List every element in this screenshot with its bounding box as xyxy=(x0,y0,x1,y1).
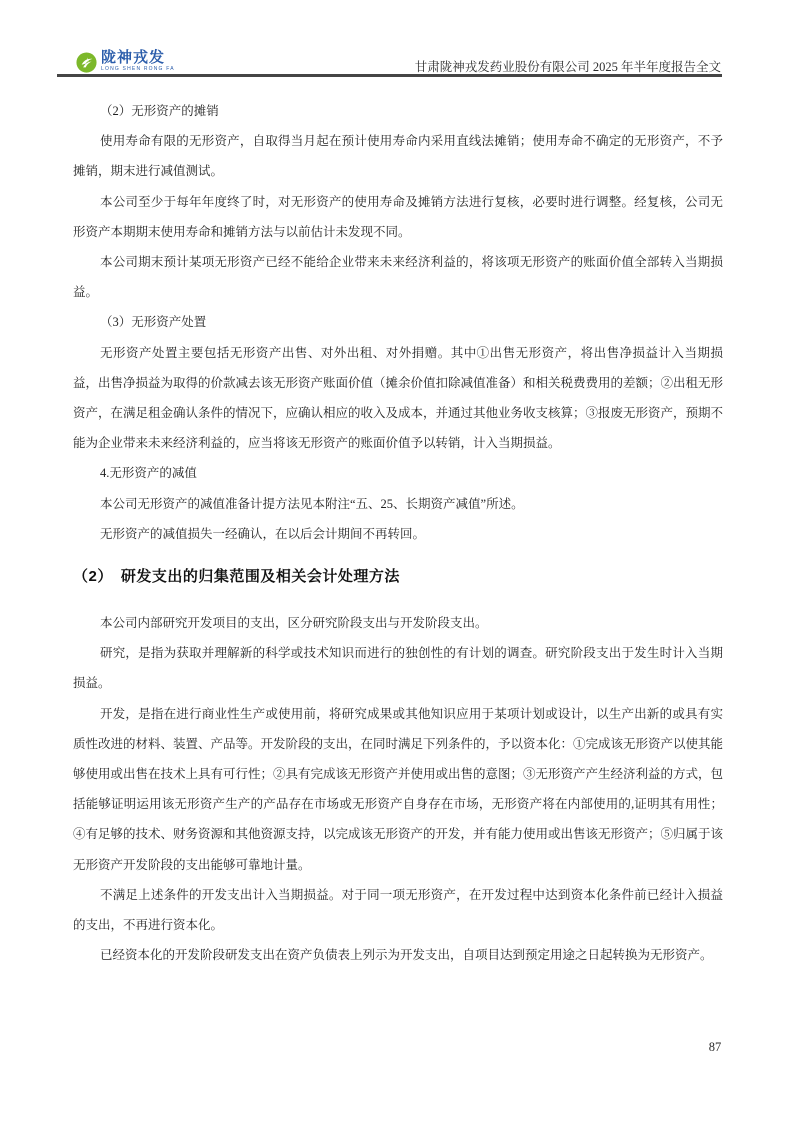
subheading-intangible-disposal: （3）无形资产处置 xyxy=(100,315,207,330)
header-rule xyxy=(57,74,722,77)
subheading-intangible-impairment: 4.无形资产的减值 xyxy=(100,466,197,481)
logo-bird-icon xyxy=(76,52,97,73)
brand-subtitle: LONG SHEN RONG FA xyxy=(101,66,175,72)
paragraph: 本公司内部研究开发项目的支出，区分研究阶段支出与开发阶段支出。 xyxy=(100,616,488,631)
paragraph: 已经资本化的开发阶段研发支出在资产负债表上列示为开发支出，自项目达到预定用途之日起转换为无形资产。 xyxy=(100,948,713,963)
paragraph: 本公司至少于每年年度终了时，对无形资产的使用寿命及摊销方法进行复核，必要时进行调整。经复核，公司无形资产本期期末使用寿命和摊销方法与以前估计未发现不同。 xyxy=(73,194,723,239)
logo-text xyxy=(101,50,175,72)
subheading-intangible-amortization: （2）无形资产的摊销 xyxy=(100,104,219,118)
paragraph: 使用寿命有限的无形资产，自取得当月起在预计使用寿命内采用直线法摊销；使用寿命不确定的无形资产，不予摊销，期末进行减值测试。 xyxy=(73,134,723,179)
paragraph: 开发，是指在进行商业性生产或使用前，将研究成果或其他知识应用于某项计划或设计，以生产出新的或具有实质性改进的材料、装置、产品等。开发阶段的支出，在同时满足下列条件的，予以资本化：①完成该无形资产以使其能够使用或出售在技术上具有可行性；②具有完成该无形资产并使用或出售的意图；③无形资产产生经济利益的方式，包括能够证明运用该无形资产生产的产品存在市场或无形资产自身存在市场，无形资产将在内部使用的,证明其有用性；④有足够的技术、财务资源和其他资源支持，以完成该无形资产的开发，并有能力使用或出售该无形资产；⑤归属于该无形资产开发阶段的支出能够可靠地计量。 xyxy=(73,706,724,872)
paragraph: 不满足上述条件的开发支出计入当期损益。对于同一项无形资产，在开发过程中达到资本化条件前已经计入损益的支出，不再进行资本化。 xyxy=(73,887,723,933)
paragraph: 本公司期末预计某项无形资产已经不能给企业带来未来经济利益的，将该项无形资产的账面价值全部转入当期损益。 xyxy=(73,255,723,300)
brand-name: 陇神戎发 xyxy=(101,49,166,66)
paragraph: 研究，是指为获取并理解新的科学或技术知识而进行的独创性的有计划的调查。研究阶段支出于发生时计入当期损益。 xyxy=(73,646,723,691)
paragraph: 本公司无形资产的减值准备计提方法见本附注“五、25、长期资产减值”所述。 xyxy=(100,496,524,511)
header-report-title: 甘肃陇神戎发药业股份有限公司 2025 年半年度报告全文 xyxy=(414,60,721,74)
page-number: 87 xyxy=(708,1040,722,1054)
paragraph: 无形资产的减值损失一经确认，在以后会计期间不再转回。 xyxy=(100,526,426,541)
document-body xyxy=(73,96,723,970)
company-logo xyxy=(76,50,175,73)
section-heading-rd-expenditure: （2） 研发支出的归集范围及相关会计处理方法 xyxy=(73,568,400,586)
paragraph: 无形资产处置主要包括无形资产出售、对外出租、对外捐赠。其中①出售无形资产，将出售净损益计入当期损益，出售净损益为取得的价款减去该无形资产账面价值（摊余价值扣除减值准备）和相关税费费用的差额；②出租无形资产，在满足租金确认条件的情况下，应确认相应的收入及成本，并通过其他业务收支核算；③报废无形资产，预期不能为企业带来未来经济利益的，应当将该无形资产的账面价值予以转销，计入当期损益。 xyxy=(73,345,724,451)
